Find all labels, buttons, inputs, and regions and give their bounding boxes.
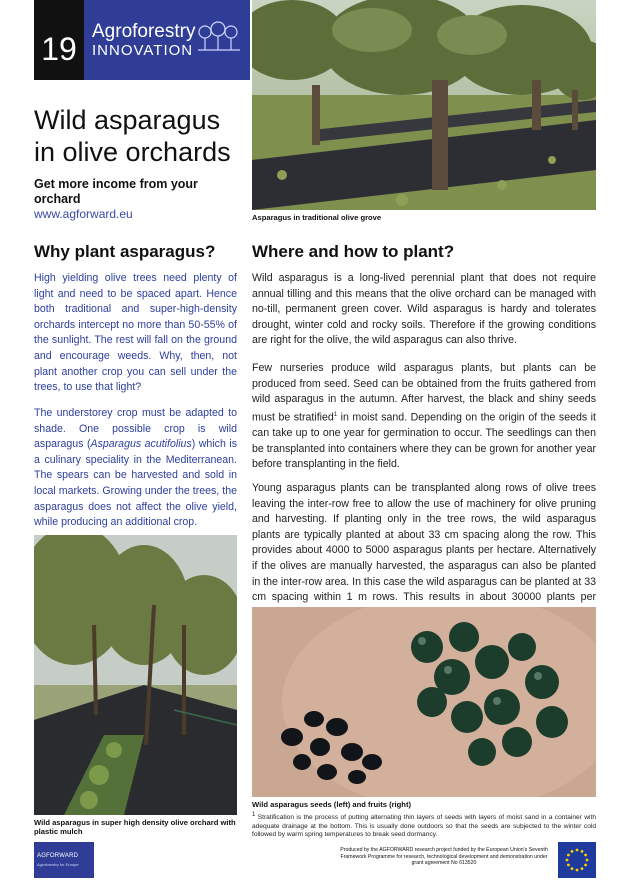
species-name: Asparagus acutifolius — [90, 438, 192, 451]
brand-line-1: Agroforestry — [92, 21, 196, 42]
seeds-fruits-photo — [252, 607, 596, 797]
footnote-text: Stratification is the process of putting alternating thin layers of seeds with layers of moist sand in a container with adequate drainage at the bottom. This is usually done outdoors so that the seeds are subjected to the winter cold followed by warm spring temperatures to break seed dormancy. — [252, 814, 596, 838]
footer-logo-text: AGFORWARD — [37, 853, 79, 859]
caption-seeds: Wild asparagus seeds (left) and fruits (right) — [252, 800, 411, 809]
caption-mulch: Wild asparagus in super high density olive orchard with plastic mulch — [34, 818, 236, 836]
footnote — [252, 811, 596, 839]
why-p2-text-a: The understorey crop must be adapted to shade. One possible crop is wild asparagus ( — [34, 407, 237, 451]
footer — [34, 842, 596, 878]
caption-grove: Asparagus in traditional olive grove — [252, 213, 382, 222]
header-badge — [34, 0, 250, 80]
eu-flag-icon — [558, 842, 596, 878]
funding-statement: Produced by the AGFORWARD research project funded by the European Union's Seventh Framework Programme for research, technological development and demonstration under grant agreement No 613520 — [340, 847, 548, 867]
subtitle: Get more income from your orchard — [34, 177, 198, 206]
why-p2-text-b: ) which is a culinary speciality in the Mediterranean. The spears can be harvested and sold in local markets. Growing under the trees, the asparagus does not affect the olive yield, while producing an additional crop. — [34, 438, 237, 529]
section-heading-why: Why plant asparagus? — [34, 242, 216, 261]
where-paragraph-3: Young asparagus plants can be transplanted along rows of olive trees leaving the inter-row free to allow the use of machinery for olive pruning and harvesting. If planting only in the tree rows, the wild asparagus plants are typically planted at about 33 cm spacing along the row. This provides about 4000 to 5000 asparagus plants per hectare. Alternatively if the olives are manually harvested, the asparagus can also be planted in the inter-row area. In this case the wild asparagus can be planted at 33 cm spacing within 1 m rows. This results in about 30000 plants per — [252, 482, 596, 604]
olive-grove-photo — [252, 0, 596, 210]
why-paragraph-1: High yielding olive trees need plenty of light and need to be spaced apart. Hence both traditional and super-high-density orchards intercept no more than 50-55% of the sunlight. The rest will fall on the ground and encourage weeds. Why, then, not plant another crop you can sell under the trees, to use that light? — [34, 272, 237, 394]
brand-title — [92, 22, 195, 58]
why-paragraph-2 — [34, 406, 237, 531]
where-paragraph-1: Wild asparagus is a long-lived perennial plant that does not require annual tilling and this means that the olive orchard can be managed with no-till, permanent green cover. Wild asparagus is hardy and tolerates drought, winter cold and rocky soils. Therefore if the growing conditions are right for the olive, the wild asparagus can also thrive. — [252, 272, 596, 347]
where-p2-text-b: in moist sand. Depending on the origin of the seeds it can take up to one year for germination to occur. The seedlings can then be transplanted into containers where they can be grown for another year before transplanting in the field. — [252, 411, 596, 471]
footer-logo-sub: Agroforestry for Europe — [37, 862, 79, 867]
website-link[interactable]: www.agforward.eu — [34, 207, 133, 221]
tree-logo-icon — [196, 20, 242, 52]
section-heading-where: Where and how to plant? — [252, 242, 455, 261]
brand-line-2: INNOVATION — [92, 42, 194, 59]
footnote-marker: 1 — [252, 812, 256, 818]
mulch-orchard-photo — [34, 535, 237, 815]
where-paragraph-2 — [252, 361, 596, 473]
issue-number: 19 — [34, 0, 84, 80]
where-p2-text-a: Few nurseries produce wild asparagus plants, but plants can be produced from seed. Seed can be obtained from the fruits gathered from wild asparagus in the autumn. After harvest, the black and shiny seeds must be stratified — [252, 362, 596, 424]
agforward-logo — [34, 842, 94, 878]
page-title: Wild asparagus in olive orchards — [34, 105, 231, 167]
footnote-ref: 1 — [333, 411, 338, 418]
